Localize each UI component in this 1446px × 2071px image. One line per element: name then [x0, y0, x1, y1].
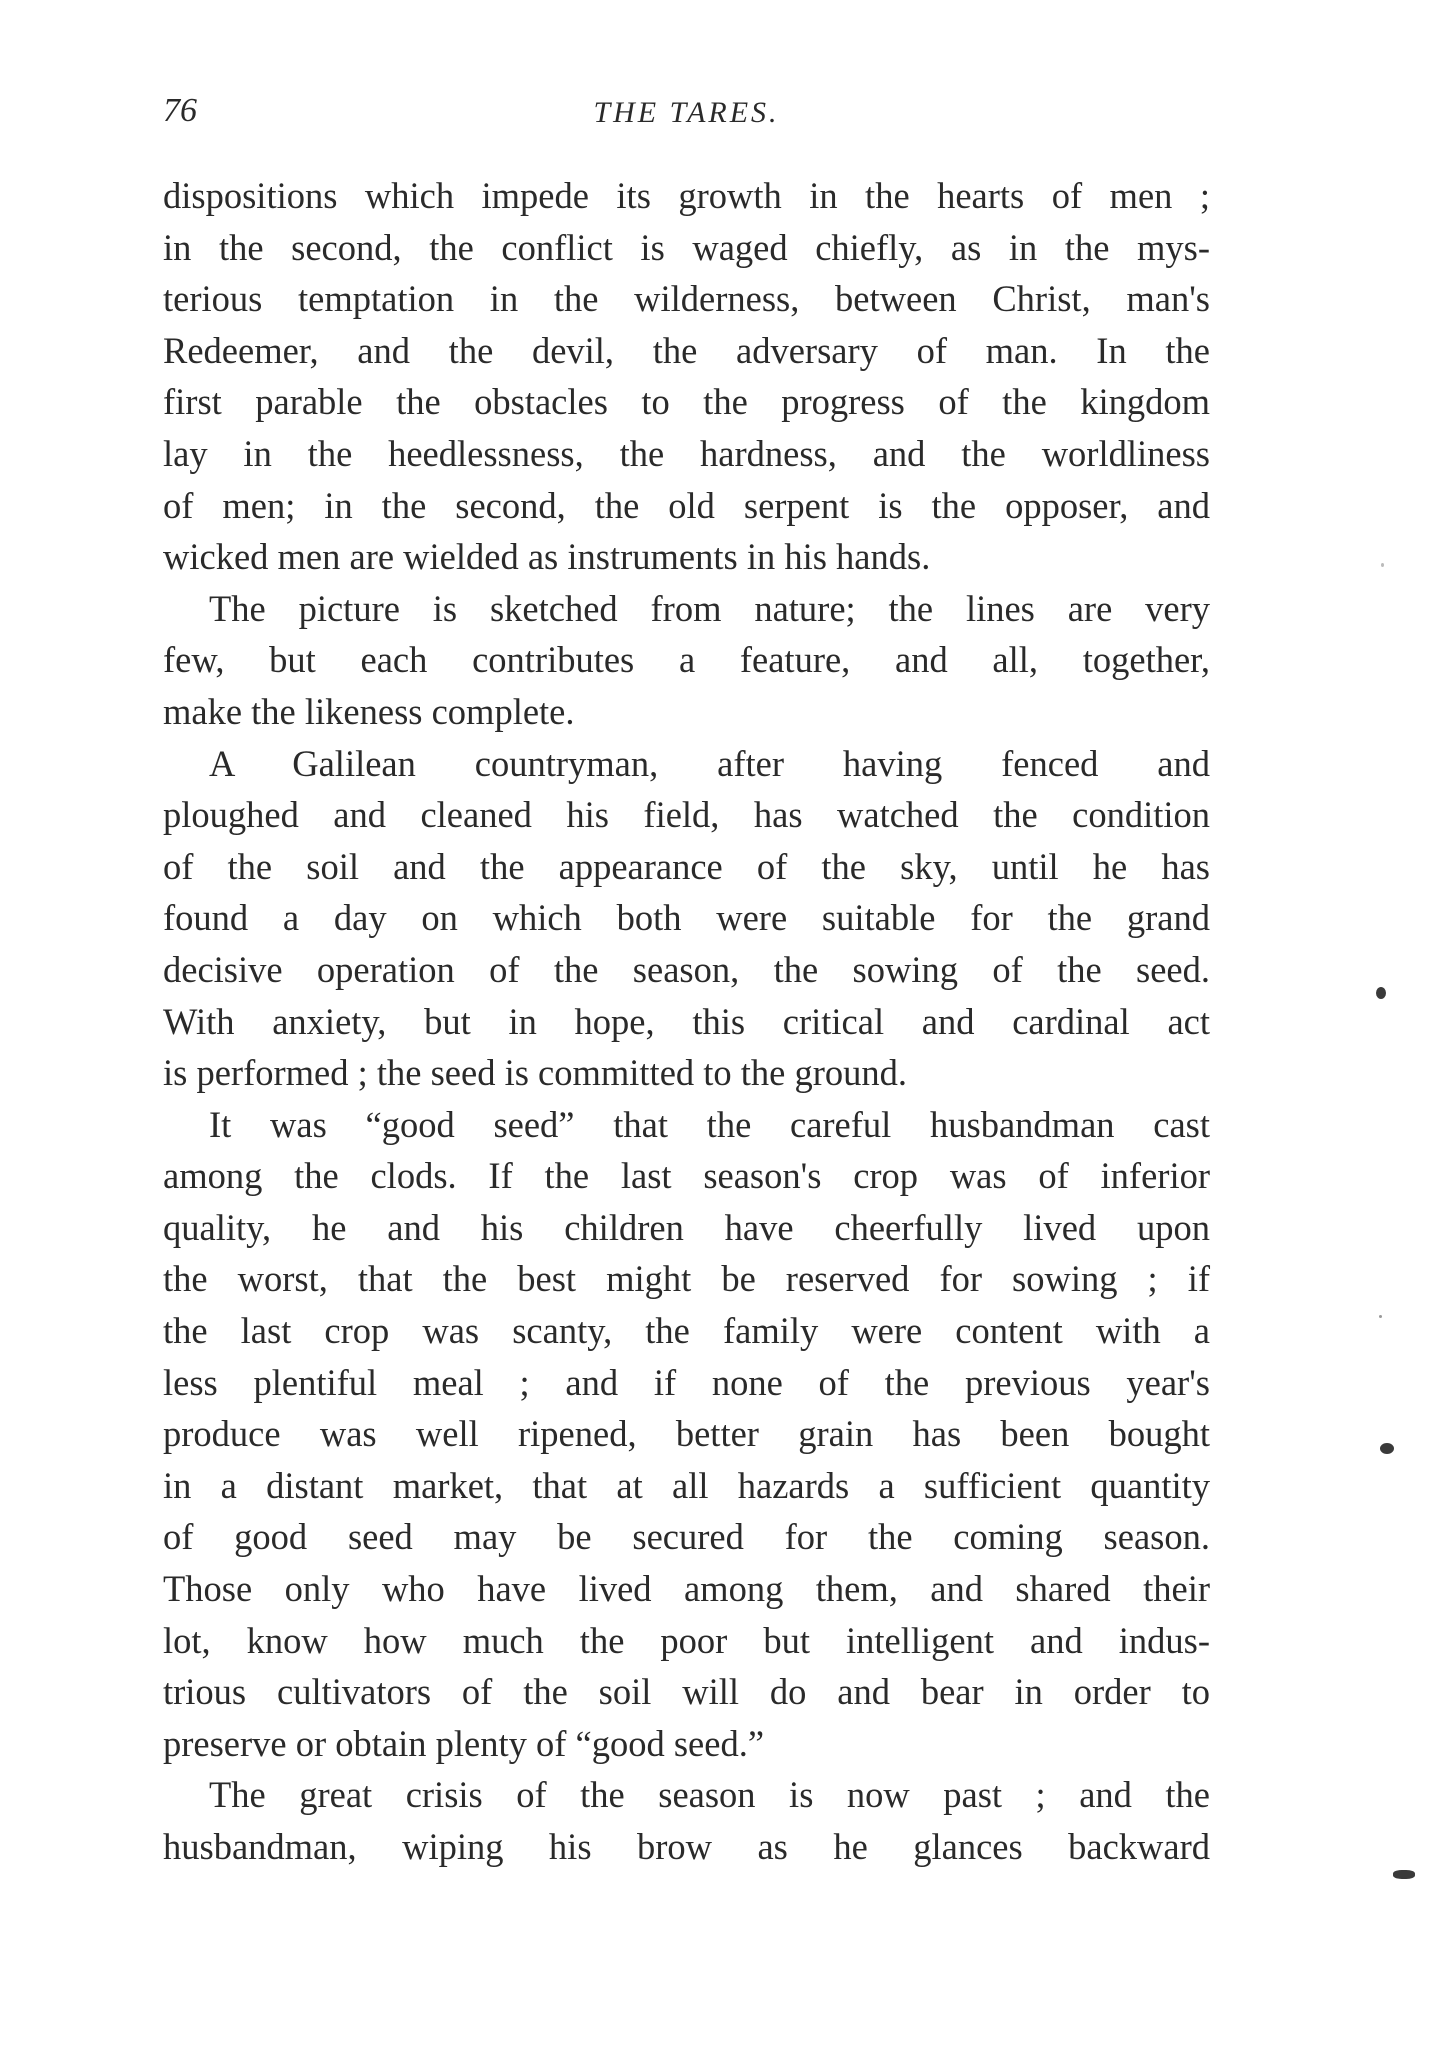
- text-line: preserve or obtain plenty of “good seed.”: [163, 1722, 765, 1764]
- text-line: is performed ; the seed is committed to the ground.: [163, 1052, 908, 1094]
- scan-speck: [1380, 1443, 1394, 1454]
- text-line: With anxiety, but in hope, this critical and cardinal act: [163, 1000, 1210, 1042]
- text-line: husbandman, wiping his brow as he glances backward: [163, 1826, 1210, 1867]
- text-line: produce was well ripened, better grain has been bought: [163, 1413, 1210, 1455]
- text-line: of the soil and the appearance of the sky, until he has: [163, 845, 1210, 887]
- text-line: make the likeness complete.: [163, 690, 575, 732]
- text-line: of good seed may be secured for the coming season.: [163, 1516, 1210, 1558]
- text-line: first parable the obstacles to the progress of the kingdom: [163, 381, 1210, 423]
- scan-speck: [1379, 1315, 1382, 1318]
- text-line: the last crop was scanty, the family were content with a: [163, 1310, 1210, 1352]
- text-line: among the clods. If the last season's crop was of inferior: [163, 1155, 1210, 1197]
- scan-speck: [1376, 987, 1386, 999]
- text-line: found a day on which both were suitable for the grand: [163, 897, 1210, 939]
- text-line: of men; in the second, the old serpent is the opposer, and: [163, 484, 1210, 526]
- text-line: decisive operation of the season, the sowing of the seed.: [163, 948, 1210, 990]
- text-line: lot, know how much the poor but intelligent and indus-: [163, 1619, 1210, 1661]
- text-line: terious temptation in the wilderness, between Christ, man's: [163, 278, 1210, 320]
- text-line: trious cultivators of the soil will do and bear in order to: [163, 1671, 1210, 1713]
- text-line: lay in the heedlessness, the hardness, and the worldliness: [163, 432, 1210, 474]
- text-line: Those only who have lived among them, and shared their: [163, 1568, 1210, 1610]
- paragraph-first-line: The great crisis of the season is now past ; and the: [209, 1774, 1210, 1816]
- text-line: Redeemer, and the devil, the adversary of man. In the: [163, 329, 1210, 371]
- running-head: [163, 92, 1210, 142]
- text-line: ploughed and cleaned his field, has watched the condition: [163, 794, 1210, 836]
- scan-speck: [1393, 1870, 1415, 1879]
- text-line: the worst, that the best might be reserved for sowing ; if: [163, 1258, 1210, 1300]
- text-line: few, but each contributes a feature, and all, together,: [163, 639, 1210, 681]
- text-line: in a distant market, that at all hazards a sufficient quantity: [163, 1464, 1210, 1506]
- text-line: less plentiful meal ; and if none of the previous year's: [163, 1361, 1210, 1403]
- text-line: wicked men are wielded as instruments in his hands.: [163, 536, 931, 578]
- page-number: 76: [163, 92, 197, 129]
- scan-speck: [1381, 563, 1384, 567]
- paragraph-first-line: A Galilean countryman, after having fenced and: [209, 742, 1210, 784]
- paragraph-first-line: The picture is sketched from nature; the lines are very: [209, 587, 1210, 629]
- text-line: dispositions which impede its growth in the hearts of men ;: [163, 175, 1210, 216]
- running-title: THE TARES.: [593, 96, 780, 129]
- text-line: in the second, the conflict is waged chiefly, as in the mys-: [163, 226, 1210, 268]
- text-line: quality, he and his children have cheerfully lived upon: [163, 1206, 1210, 1248]
- paragraph-first-line: It was “good seed” that the careful husbandman cast: [209, 1103, 1210, 1145]
- body-text: [163, 170, 1210, 1873]
